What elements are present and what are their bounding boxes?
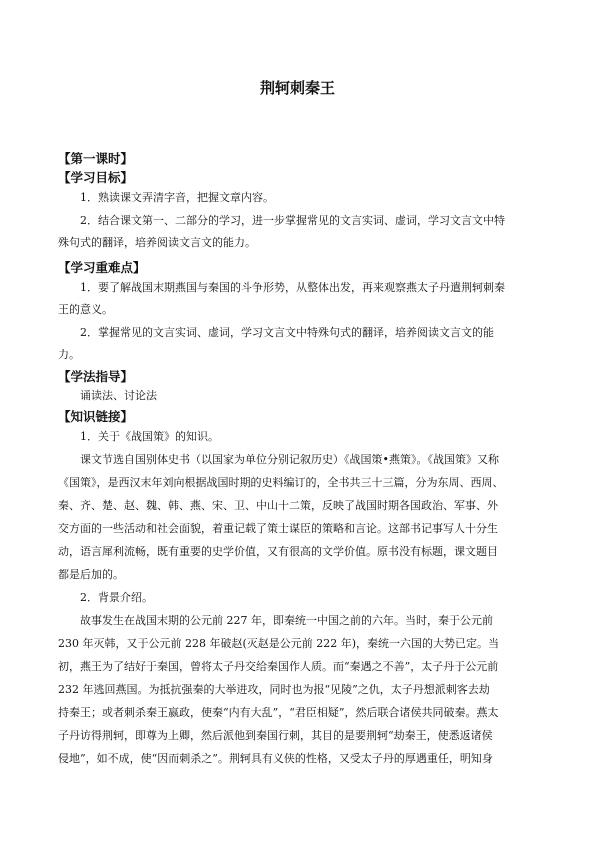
body-line: 交方面的一些活动和社会面貌，着重记载了策士谋臣的策略和言论。这部书记事写人十分生 <box>58 522 498 535</box>
body-line: 1．关于《战国策》的知识。 <box>80 430 219 443</box>
body-line: 课文节选自国别体史书（以国家为单位分别记叙历史）《战国策•燕策》。《战国策》又称 <box>80 453 499 466</box>
body-line: 故事发生在战国末期的公元前 227 年，即秦统一中国之前的六年。当时，秦于公元前 <box>80 614 493 627</box>
key-points-heading: 【学习重难点】 <box>58 260 146 275</box>
knowledge-link-heading: 【知识链接】 <box>58 409 134 424</box>
body-line: 子丹访得荆轲，即尊为上卿，然后派他到秦国行刺，其目的是要荆轲“劫秦王，使悉返诸侯 <box>58 729 493 742</box>
key-point-line: 王的意义。 <box>58 303 113 316</box>
body-line: 初，燕王为了结好于秦国，曾将太子丹交给秦国作人质。而“秦遇之不善”，太子丹于公元前 <box>58 660 499 673</box>
key-point-line: 1．要了解战国末期燕国与秦国的斗争形势，从整体出发，再来观察燕太子丹遣荆轲刺秦 <box>80 281 505 294</box>
body-line: 持秦王；或者刺杀秦王嬴政，使秦“内有大乱”，“君臣相疑”，然后联合诸侯共同破秦。燕太 <box>58 706 499 719</box>
document-title: 荆轲刺秦王 <box>259 79 335 97</box>
method-heading: 【学法指导】 <box>58 369 134 384</box>
lesson-heading: 【第一课时】 <box>58 151 134 166</box>
body-line: 《国策》，是西汉末年刘向根据战国时期的史料编订的，全书共三十三篇，分为东周、西周、 <box>58 476 504 489</box>
body-line: 230 年灭韩，又于公元前 228 年破赵(灭赵是公元前 222 年)，秦统一六国的大势已定。当 <box>58 637 500 650</box>
body-line: 动，语言犀利流畅，既有重要的史学价值，又有很高的文学价值。原书没有标题，课文题目 <box>58 545 498 558</box>
key-point-line: 2．掌握常见的文言实词、虚词，学习文言文中特殊句式的翻译，培养阅读文言文的能 <box>80 326 494 339</box>
goal-line: 2．结合课文第一、二部分的学习，进一步掌握常见的文言实词、虚词，学习文言文中特 <box>80 214 505 227</box>
body-line: 侵地”，如不成，使“因而刺杀之”。荆轲具有义侠的性格，又受太子丹的厚遇重任，明知身 <box>58 752 493 765</box>
goal-line: 殊句式的翻译，培养阅读文言文的能力。 <box>58 236 256 249</box>
key-point-line: 力。 <box>58 348 80 361</box>
method-text: 诵读法、讨论法 <box>80 389 157 402</box>
body-line: 秦、齐、楚、赵、魏、韩、燕、宋、卫、中山十二策，反映了战国时期各国政治、军事、外 <box>58 499 498 512</box>
body-line: 都是后加的。 <box>58 568 124 581</box>
goals-heading: 【学习目标】 <box>58 170 134 185</box>
body-line: 2．背景介绍。 <box>80 591 153 604</box>
body-line: 232 年逃回燕国。为抵抗强秦的大举进攻，同时也为报“见陵”之仇，太子丹想派刺客去劫 <box>58 683 490 696</box>
goal-line: 1．熟读课文弄清字音，把握文章内容。 <box>80 191 274 204</box>
